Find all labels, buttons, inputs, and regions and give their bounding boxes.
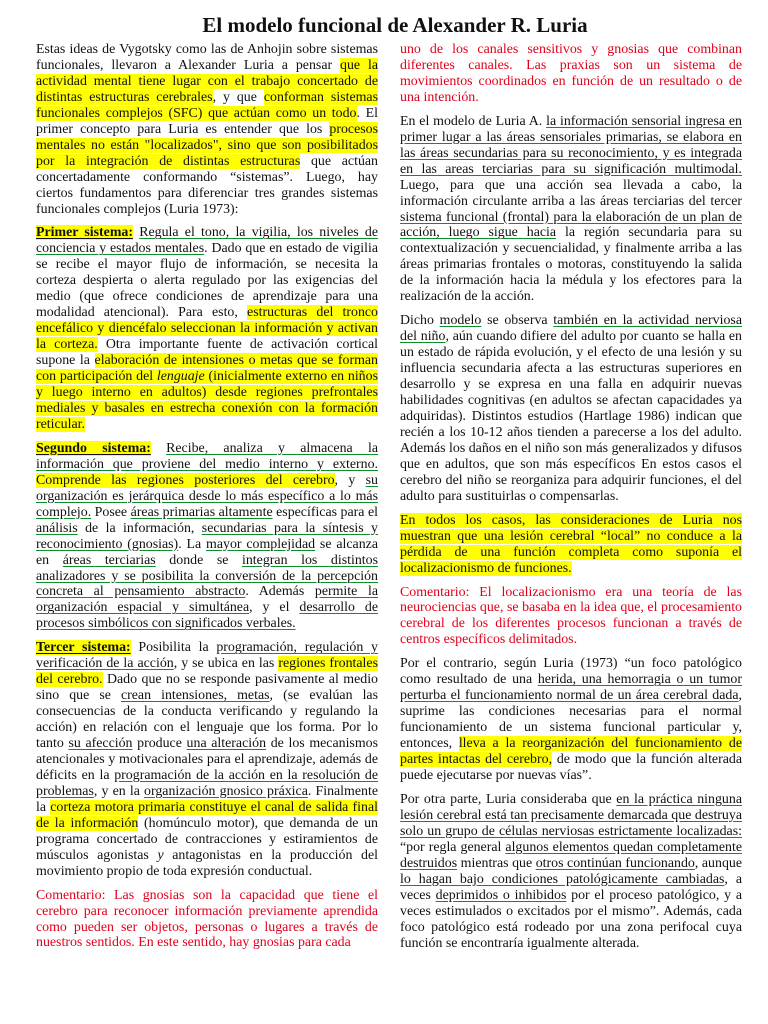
text-span: y bbox=[157, 847, 164, 863]
underlined-text: sistema funcional (frontal) para la elaboración de un plan de acción, luego sigue hacia bbox=[400, 209, 742, 241]
text-span: . Dado que en estado de vigilia se recibe el mayor flujo de información, se necesita la corteza despierta o alerta regulado por las exigencias del medio (que ofrece condiciones de aprendizaje para una modalidad atencional). Para esto, bbox=[36, 241, 378, 321]
body-paragraph bbox=[400, 114, 742, 305]
text-span: Posibilita la bbox=[130, 640, 217, 656]
highlighted-text: regiones frontales del cerebro. bbox=[36, 656, 378, 688]
highlighted-text: Comprende las regiones posteriores del cerebro bbox=[36, 472, 335, 488]
text-span: Estas ideas de Vygotsky como las de Anhojin sobre sistemas funcionales, llevaron a Alexander Luria a pensar bbox=[36, 42, 378, 73]
highlighted-text: conforman sistemas funcionales complejos (SFC) que actúan como un todo bbox=[36, 89, 378, 121]
text-span: . Además bbox=[245, 584, 315, 600]
underlined-text: modelo bbox=[439, 313, 482, 329]
text-span: , y se ubica en las bbox=[173, 656, 279, 672]
underlined-text: herida, una hemorragia o un tumor perturba el funcionamiento normal de un área cerebral dada bbox=[400, 672, 742, 704]
text-span: de los mecanismos atencionales y motivacionales para el aprendizaje, además de déficits en la bbox=[36, 736, 378, 783]
highlighted-text: Tercer sistema: bbox=[36, 640, 131, 656]
highlighted-text: estructuras del tronco encefálico y diencéfalo seleccionan la información y activan la corteza. bbox=[36, 305, 378, 353]
text-span: la región secundaria para su contextualización y secuencialidad, y finalmente arriba a las áreas primarias frontales o motoras, constituyendo la salida de la información hacia la médula y los efectores para la realización de la acción. bbox=[400, 225, 743, 305]
text-span: que actúan concertadamente conformando “sistemas”. Luego, hay ciertos fundamentos para diferenciar tres grandes sistemas funcionales complejos (Luria 1973): bbox=[36, 153, 379, 217]
body-paragraph bbox=[400, 656, 742, 784]
highlighted-text: Segundo sistema: bbox=[36, 440, 151, 456]
text-span: por el proceso patológico, y a veces estimulados o excitados por el mismo”. Además, cada foco patológico está rodeado por una zona perifocal cuya función se encontraría igualmente alterada. bbox=[400, 887, 742, 951]
text-span: se observa bbox=[481, 313, 554, 329]
text-span: antagonistas en la producción del movimiento propio de toda expresión conductual. bbox=[36, 847, 379, 879]
text-span: , y el bbox=[249, 600, 300, 616]
highlighted-text: procesos mentales no están "localizados", sino que son posibilitados por la integración de distintas estructuras bbox=[36, 121, 378, 169]
underlined-text: programación, regulación y verificación de la acción bbox=[36, 640, 378, 672]
highlighted-text: que la actividad mental tiene lugar con el trabajo concertado de distintas estructuras cerebrales bbox=[36, 57, 378, 105]
underlined-text: Regula el tono, la vigilia, los niveles de conciencia y estados mentales bbox=[36, 225, 378, 257]
text-span: Luego, para que una acción sea llevada a cabo, la información circulante arriba a las áreas terciarias del tercer bbox=[400, 177, 742, 209]
text-span: Comentario: Las gnosias son la capacidad que tiene el cerebro para reconocer información previamente aprendida como pueden ser objetos, personas o lugares a través de nuestros sentidos. En este sentido, hay gnosias para cada bbox=[36, 887, 378, 951]
text-span: , aún cuando difiere del adulto por cuanto se halla en un estado de rápida evolución, y el efecto de una lesión y su influencia secundaria afecta a las estructuras superiores en desarrollo y se expresa en una falla en adquirir nuevas habilidades cognitivas (en adultos se afectan capacidades ya adquiridas). Distintos estudios (Hartlage 1986) indican que recién a los 10-12 años tienden a parecerse a los del adulto. Además los daños en el niño son más generalizados y difusos que en adultos, que son más específicos En estos casos el cerebro del niño se reorganiza para adquirir funciones, el del adulto para sustituirlas o compensarlas. bbox=[400, 329, 742, 504]
text-span bbox=[151, 441, 166, 456]
body-paragraph bbox=[400, 792, 742, 952]
underlined-text: integran bbox=[242, 552, 288, 568]
two-column-body bbox=[36, 42, 754, 959]
underlined-text: su organización es jerárquica desde lo más específico a lo más complejo. bbox=[36, 472, 378, 520]
text-span: Otra importante fuente de activación cortical supone la bbox=[36, 337, 378, 369]
highlighted-text: lenguaje bbox=[156, 369, 205, 385]
underlined-text: programación de la acción en la resolución de problemas bbox=[36, 767, 378, 799]
underlined-text: en la práctica ninguna lesión cerebral está tan precisamente demarcada que destruya solo un grupo de células nerviosas estrictamente localizadas: bbox=[400, 791, 742, 839]
text-span: Por otra parte, Luria consideraba que bbox=[400, 791, 617, 807]
text-span: , suprime las condiciones necesarias para el normal funcionamiento de un sistema funcional particular y, entonces, bbox=[400, 688, 742, 752]
underlined-text: lo hagan bajo condiciones patológicamente cambiadas bbox=[400, 871, 725, 887]
text-span: En el modelo de Luria A. bbox=[400, 113, 547, 129]
text-span: se alcanza en bbox=[36, 536, 378, 568]
text-span: Dicho bbox=[400, 313, 440, 329]
text-span: Dado que no se responde pasivamente al medio sino que se bbox=[36, 672, 378, 704]
body-paragraph bbox=[36, 225, 378, 432]
text-span: , a veces bbox=[400, 871, 742, 903]
text-span: , y bbox=[334, 472, 366, 488]
text-span: (homúnculo motor), que demanda de un programa concertado de contracciones y estiramientos de músculos agonistas bbox=[36, 815, 379, 863]
highlighted-text: En todos los casos, las consideraciones de Luria nos muestran que una lesión cerebral “local” no conduce a la pérdida de una función completa como suponía el localizacionismo de funciones. bbox=[400, 512, 742, 576]
underlined-text: análisis bbox=[36, 520, 78, 536]
underlined-text: la información sensorial ingresa en primer lugar a las áreas sensoriales primarias, se elabora en las áreas secundarias para su reconocimiento, y es integrada en las areas terciarias para su significación multimodal. bbox=[400, 113, 742, 177]
underlined-text: secundarias para la síntesis y reconocimiento (gnosias) bbox=[36, 520, 378, 552]
body-paragraph bbox=[36, 441, 378, 632]
text-span: donde se bbox=[155, 552, 242, 568]
highlighted-text: lleva a la reorganización del funcionamiento de partes intactas del cerebro, bbox=[400, 736, 742, 768]
highlighted-text: Primer sistema: bbox=[36, 225, 133, 241]
text-span: de la información, bbox=[77, 520, 202, 536]
underlined-text: los distintos analizadores y se posibilita la conversión de la percepción concreta al pensamiento abstracto bbox=[36, 552, 378, 600]
text-span: . El primer concepto para Luria es entender que los bbox=[36, 105, 378, 137]
body-paragraph bbox=[36, 42, 378, 217]
text-span: . Finalmente la bbox=[36, 783, 378, 815]
underlined-text: algunos elementos quedan completamente destruidos bbox=[400, 839, 742, 871]
underlined-text: deprimidos o inhibidos bbox=[435, 887, 567, 903]
text-span: produce bbox=[132, 736, 187, 752]
text-span: específicas para el bbox=[272, 504, 378, 520]
text-span: de modo que la función alterada puede ejecutarse por nuevas vías”. bbox=[400, 752, 742, 783]
body-paragraph bbox=[400, 513, 742, 577]
text-span: , y que bbox=[212, 89, 264, 105]
underlined-text: mayor complejidad bbox=[206, 536, 316, 552]
highlighted-text: (inicialmente externo en niños y luego interno en adultos) desde regiones prefrontales mediales y basales en estrecha conexión con la formación reticular. bbox=[36, 369, 378, 432]
left-column bbox=[36, 42, 378, 959]
body-paragraph bbox=[36, 640, 378, 879]
right-column bbox=[400, 42, 742, 959]
highlighted-text: corteza motora primaria constituye el canal de salida final de la información bbox=[36, 799, 379, 831]
comment-paragraph bbox=[400, 585, 742, 649]
page-title: El modelo funcional de Alexander R. Luria bbox=[202, 13, 588, 37]
underlined-text: su afección bbox=[68, 736, 133, 752]
underlined-text: permite la organización espacial y simultánea bbox=[36, 584, 378, 616]
text-span: Posee bbox=[91, 504, 131, 520]
text-span: , y en la bbox=[93, 783, 145, 799]
text-span: , (se evalúan las consecuencias de la conducta verificando y regulando la acción) en relación con el lenguaje que los forma. Por lo tanto bbox=[36, 688, 378, 752]
underlined-text: Recibe, analiza y almacena la información que proviene del medio interno y externo. bbox=[36, 440, 378, 472]
text-span: Por el contrario, según Luria (1973) “un foco patológico como resultado de una bbox=[400, 656, 742, 688]
underlined-text: otros continúan funcionando bbox=[535, 855, 695, 871]
underlined-text: organización gnosico práxica bbox=[144, 783, 308, 799]
underlined-text: áreas terciarias bbox=[62, 552, 156, 568]
body-paragraph bbox=[400, 313, 742, 504]
underlined-text: crean intensiones, metas bbox=[120, 688, 270, 704]
text-span: “por regla general bbox=[400, 839, 506, 855]
underlined-text: áreas primarias altamente bbox=[130, 504, 273, 520]
underlined-text: una alteración bbox=[186, 736, 267, 752]
text-span: . La bbox=[178, 536, 207, 552]
underlined-text: también en la actividad nerviosa del niño bbox=[400, 313, 743, 345]
text-span: , aunque bbox=[694, 855, 742, 871]
highlighted-text: elaboración de intensiones o metas que se forman con participación del bbox=[36, 353, 379, 385]
comment-paragraph bbox=[36, 888, 378, 952]
underlined-text: desarrollo de procesos simbólicos con significados verbales. bbox=[36, 600, 378, 632]
text-span: mientras que bbox=[457, 855, 536, 871]
text-span: Comentario: El localizacionismo era una teoría de las neurociencias que, se basaba en la idea que, el procesamiento cerebral de los diferentes procesos funcionan a través de centros específicos delimitados. bbox=[400, 584, 742, 648]
comment-paragraph bbox=[400, 42, 742, 106]
text-span: uno de los canales sensitivos y gnosias que combinan diferentes canales. Las praxias son un sistema de movimientos coordinados en función de un resultado o de una intención. bbox=[400, 42, 742, 105]
